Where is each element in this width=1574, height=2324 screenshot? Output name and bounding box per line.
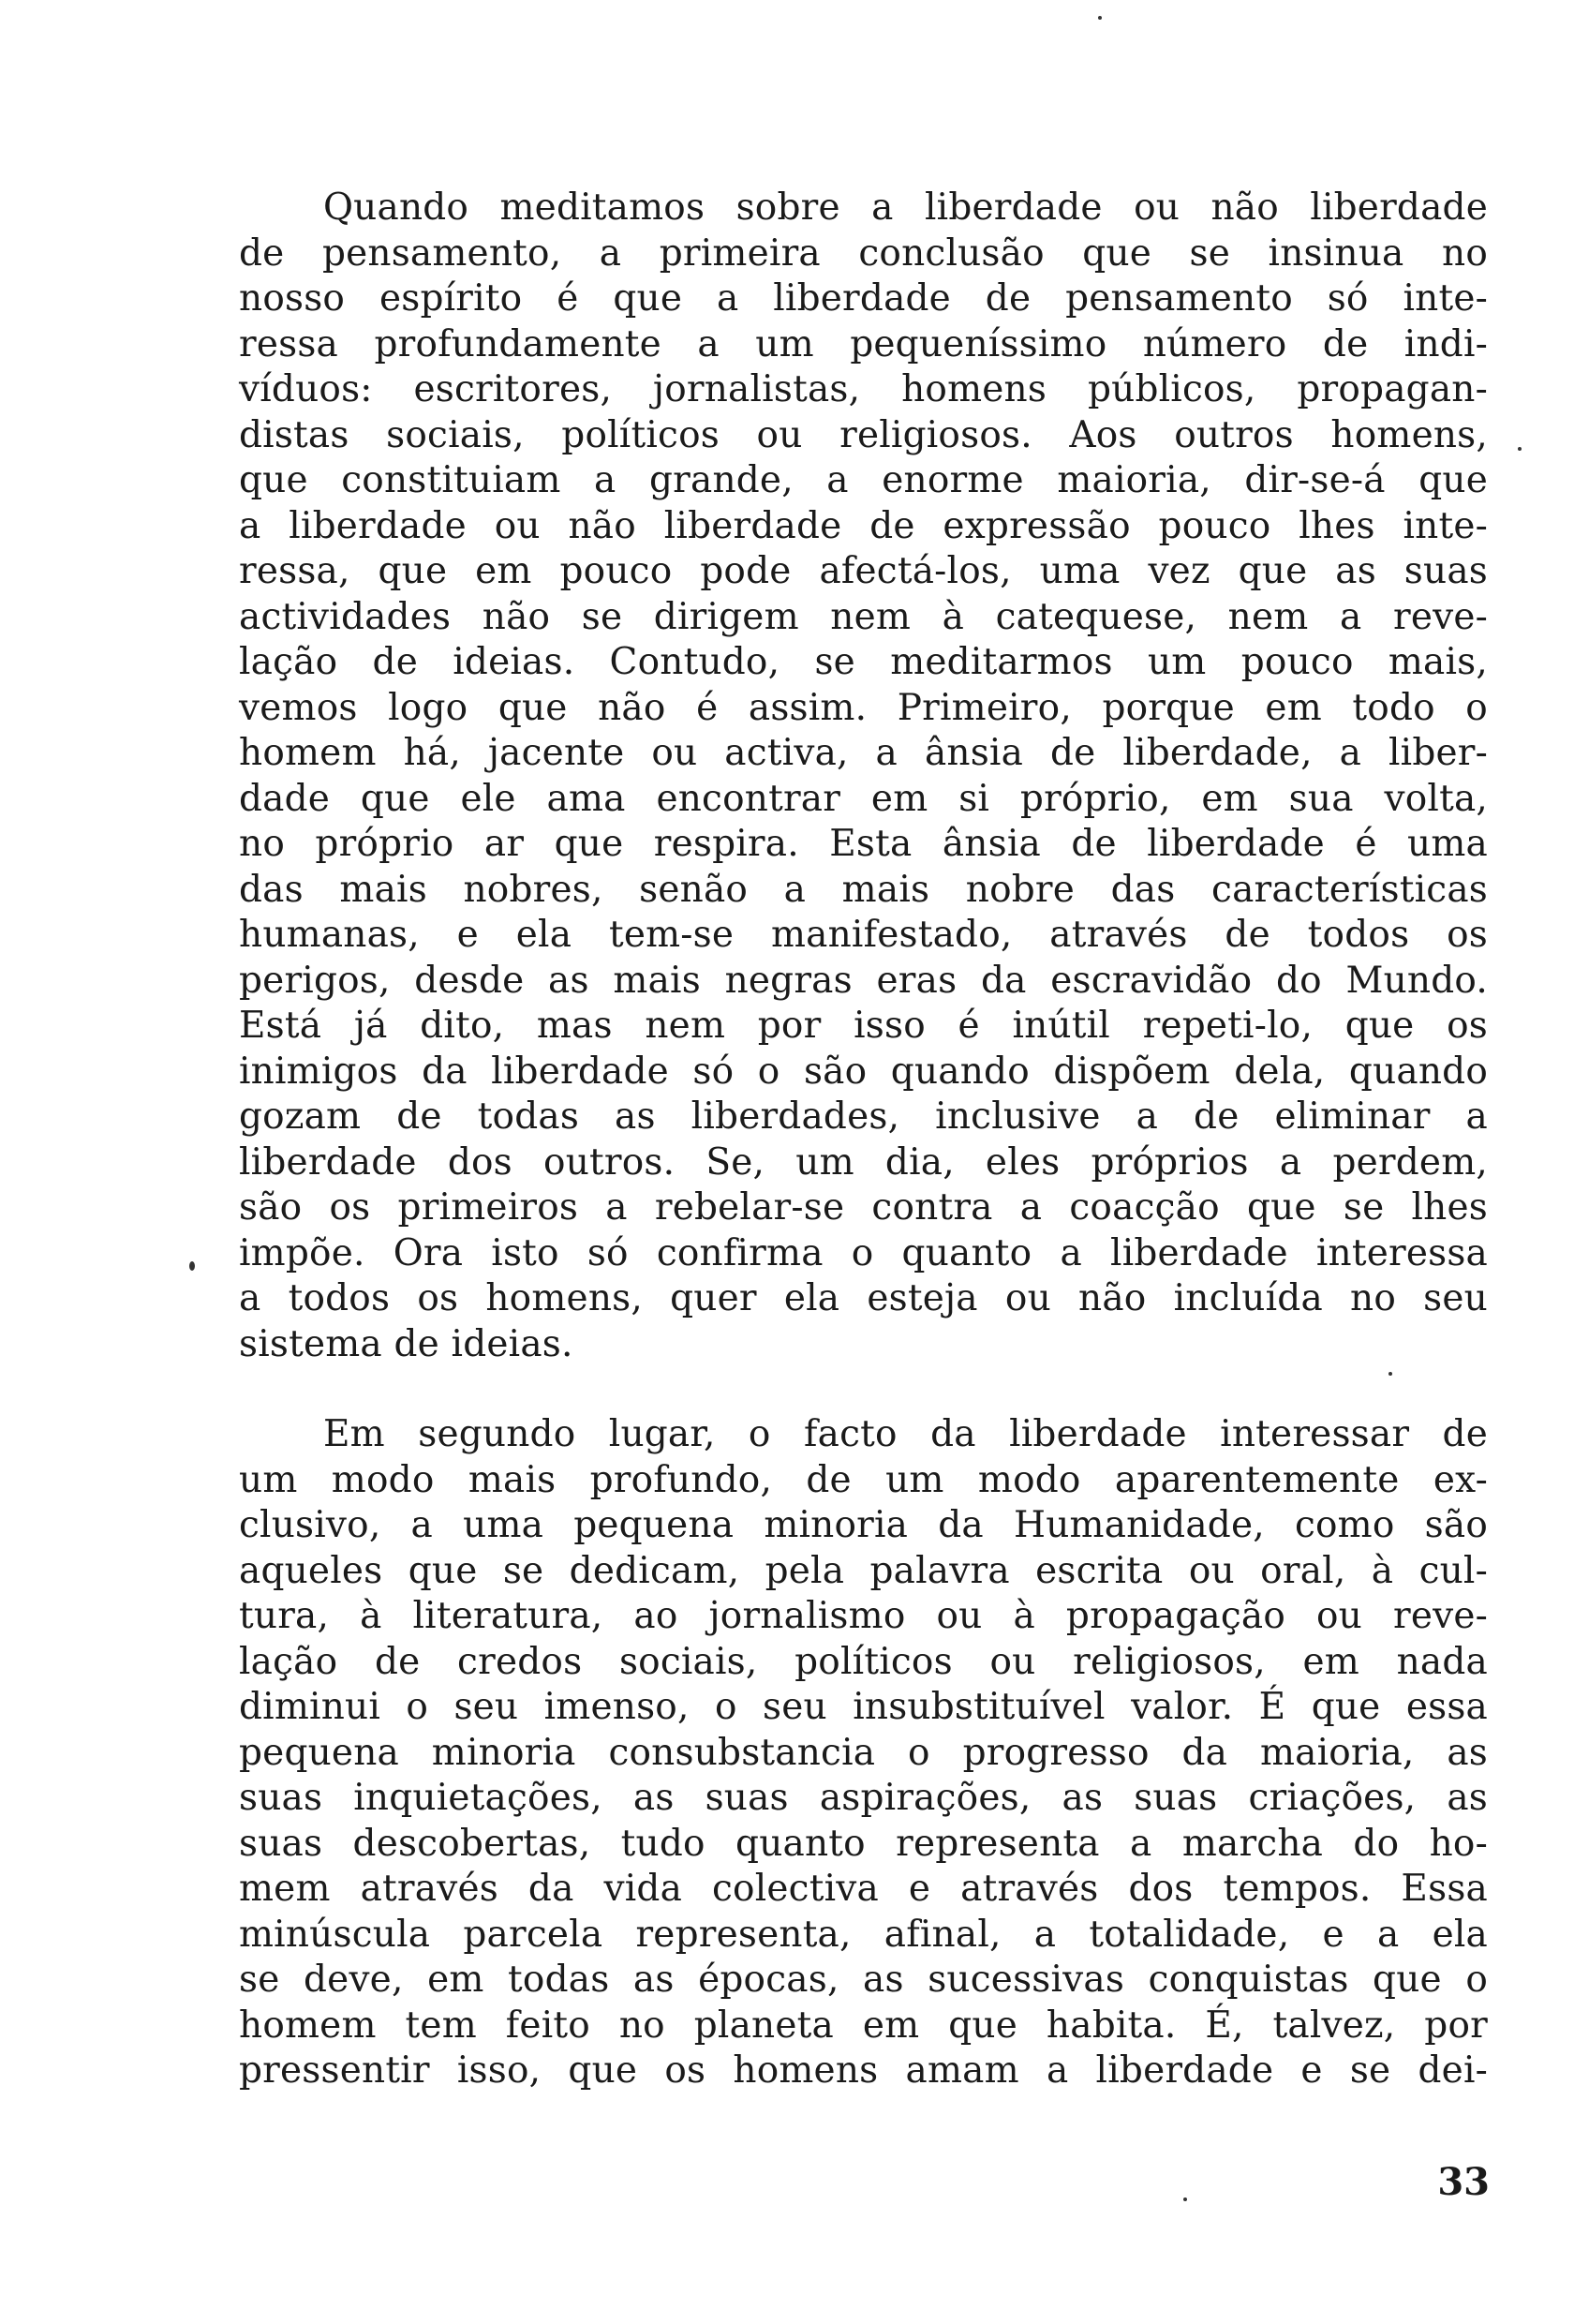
text-line: dade que ele ama encontrar em si próprio, em sua volta, bbox=[239, 777, 1488, 820]
text-line: pequena minoria consubstancia o progresso da maioria, as bbox=[239, 1731, 1488, 1774]
text-line: que constituiam a grande, a enorme maioria, dir-se-á que bbox=[239, 459, 1488, 501]
paragraph bbox=[239, 186, 1488, 1367]
text-line: a todos os homens, quer ela esteja ou não incluída no seu bbox=[239, 1277, 1488, 1319]
scan-speck bbox=[1518, 447, 1522, 451]
text-line: nosso espírito é que a liberdade de pensamento só inte- bbox=[239, 277, 1488, 320]
text-line: clusivo, a uma pequena minoria da Humanidade, como são bbox=[239, 1504, 1488, 1546]
text-line: são os primeiros a rebelar-se contra a coacção que se lhes bbox=[239, 1186, 1488, 1229]
text-line: minúscula parcela representa, afinal, a totalidade, e a ela bbox=[239, 1913, 1488, 1956]
text-line: lação de credos sociais, políticos ou religiosos, em nada bbox=[239, 1640, 1488, 1683]
text-line: humanas, e ela tem-se manifestado, através de todos os bbox=[239, 914, 1488, 956]
paragraph bbox=[239, 1412, 1488, 2094]
text-line: ressa, que em pouco pode afectá-los, uma vez que as suas bbox=[239, 550, 1488, 592]
text-line: diminui o seu imenso, o seu insubstituível valor. É que essa bbox=[239, 1686, 1488, 1728]
paragraph-gap bbox=[239, 1367, 1488, 1412]
text-line: lação de ideias. Contudo, se meditarmos um pouco mais, bbox=[239, 641, 1488, 683]
text-line: impõe. Ora isto só confirma o quanto a liberdade interessa bbox=[239, 1231, 1488, 1274]
text-line: pressentir isso, que os homens amam a liberdade e se dei- bbox=[239, 2049, 1488, 2092]
text-line: de pensamento, a primeira conclusão que se insinua no bbox=[239, 231, 1488, 275]
text-line: das mais nobres, senão a mais nobre das características bbox=[239, 868, 1488, 911]
text-line: actividades não se dirigem nem à catequese, nem a reve- bbox=[239, 595, 1488, 638]
text-line: suas descobertas, tudo quanto representa a marcha do ho- bbox=[239, 1822, 1488, 1865]
text-line: sistema de ideias. bbox=[239, 1322, 573, 1365]
text-line: suas inquietações, as suas aspirações, as suas criações, as bbox=[239, 1777, 1488, 1819]
text-line: liberdade dos outros. Se, um dia, eles próprios a perdem, bbox=[239, 1140, 1488, 1184]
scan-speck bbox=[189, 1261, 195, 1271]
scan-speck bbox=[1183, 2197, 1187, 2201]
text-line: um modo mais profundo, de um modo aparentemente ex- bbox=[239, 1458, 1488, 1501]
text-line: inimigos da liberdade só o são quando dispõem dela, quando bbox=[239, 1050, 1488, 1093]
text-line: distas sociais, políticos ou religiosos. Aos outros homens, bbox=[239, 413, 1488, 456]
body-text bbox=[239, 186, 1488, 2094]
scan-speck bbox=[1098, 16, 1102, 20]
text-line: homem há, jacente ou activa, a ânsia de liberdade, a liber- bbox=[239, 732, 1488, 774]
page-number: 33 bbox=[1437, 2160, 1490, 2204]
text-line: homem tem feito no planeta em que habita. É, talvez, por bbox=[239, 2004, 1488, 2047]
text-line: Está já dito, mas nem por isso é inútil repeti-lo, que os bbox=[239, 1005, 1488, 1047]
text-line: se deve, em todas as épocas, as sucessivas conquistas que o bbox=[239, 1959, 1488, 2001]
text-line: no próprio ar que respira. Esta ânsia de liberdade é uma bbox=[239, 823, 1488, 865]
text-line: a liberdade ou não liberdade de expressão pouco lhes inte- bbox=[239, 504, 1488, 547]
text-line: ressa profundamente a um pequeníssimo número de indi- bbox=[239, 322, 1488, 365]
text-line: perigos, desde as mais negras eras da escravidão do Mundo. bbox=[239, 959, 1488, 1002]
text-line: gozam de todas as liberdades, inclusive a de eliminar a bbox=[239, 1095, 1488, 1138]
text-line: Quando meditamos sobre a liberdade ou não liberdade bbox=[323, 186, 1488, 229]
text-line: mem através da vida colectiva e através dos tempos. Essa bbox=[239, 1868, 1488, 1910]
text-line: víduos: escritores, jornalistas, homens públicos, propagan- bbox=[239, 368, 1488, 410]
text-line: vemos logo que não é assim. Primeiro, porque em todo o bbox=[239, 686, 1488, 729]
scan-speck bbox=[1388, 1372, 1392, 1376]
text-line: aqueles que se dedicam, pela palavra escrita ou oral, à cul- bbox=[239, 1549, 1488, 1592]
text-line: Em segundo lugar, o facto da liberdade interessar de bbox=[323, 1413, 1488, 1455]
text-line: tura, à literatura, ao jornalismo ou à propagação ou reve- bbox=[239, 1595, 1488, 1637]
